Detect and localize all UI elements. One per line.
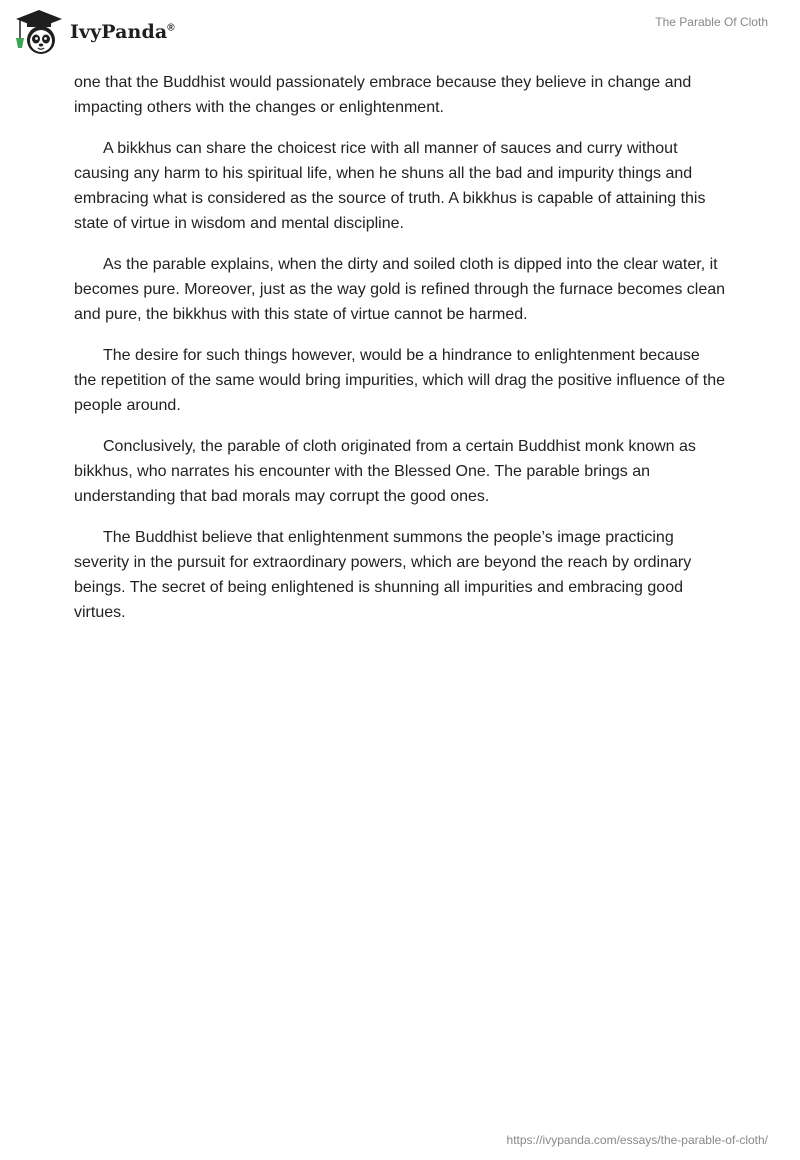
paragraph: Conclusively, the parable of cloth originated from a certain Buddhist monk known as bikkhus, who narrates his encounter with the Blessed One. The parable brings an understanding that bad morals may corrupt the good ones. bbox=[74, 438, 696, 505]
paragraph: one that the Buddhist would passionately embrace because they believe in change and impacting others with the changes or enlightenment. bbox=[74, 74, 692, 116]
paragraph: As the parable explains, when the dirty and soiled cloth is dipped into the clear water, it becomes pure. Moreover, just as the way gold is refined through the furnace becomes clean and pure, the bikkhus with this state of virtue cannot be harmed. bbox=[74, 256, 726, 323]
paragraph: The Buddhist believe that enlightenment summons the people’s image practicing severity in the pursuit for extraordinary powers, which are beyond the reach by ordinary beings. The secret of being enlightened is shunning all impurities and embracing good virtues. bbox=[74, 529, 692, 621]
paragraph: A bikkhus can share the choicest rice with all manner of sauces and curry without causing any harm to his spiritual life, when he shuns all the bad and impurity things and embracing what is considered as the source of truth. A bikkhus is capable of attaining this state of virtue in wisdom and mental discipline. bbox=[74, 140, 706, 232]
paragraph: The desire for such things however, would be a hindrance to enlightenment because the repetition of the same would bring impurities, which will drag the positive influence of the people around. bbox=[74, 347, 726, 414]
page-header bbox=[0, 0, 800, 62]
essay-body bbox=[74, 70, 726, 641]
brand-name: IvyPanda® bbox=[70, 21, 175, 43]
document-title: The Parable Of Cloth bbox=[655, 15, 768, 29]
source-url[interactable]: https://ivypanda.com/essays/the-parable-of-cloth/ bbox=[506, 1133, 768, 1147]
ivypanda-logo[interactable] bbox=[14, 8, 175, 56]
panda-graduate-icon bbox=[14, 8, 64, 56]
